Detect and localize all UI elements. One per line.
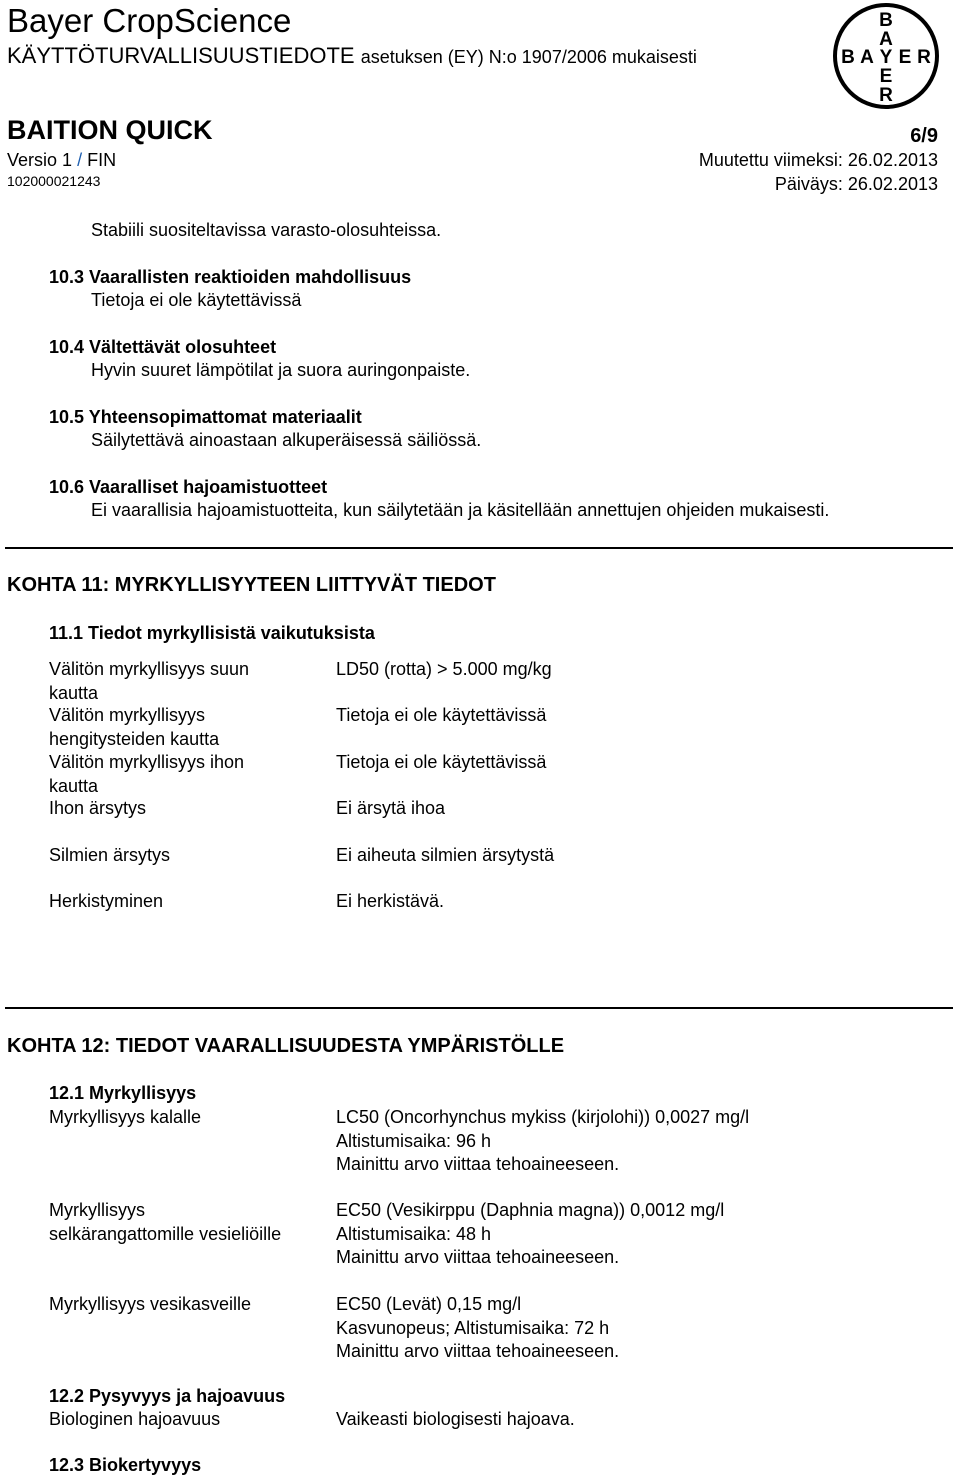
logo-letter-middle2: Y: [879, 47, 893, 68]
logo-letter-right: R: [917, 47, 931, 68]
tox-row-value: Ei herkistävä.: [336, 891, 445, 911]
section-10-4-title: 10.4 Vältettävät olosuhteet: [49, 337, 277, 357]
logo-letter-e: E: [879, 66, 893, 87]
section-10-6-text: Ei vaarallisia hajoamistuotteita, kun säilytetään ja käsitellään annettujen ohjeiden mukaisesti.: [91, 500, 830, 520]
logo-letter-bottom: R: [879, 85, 893, 106]
section-10-5-title: 10.5 Yhteensopimattomat materiaalit: [49, 407, 362, 427]
tox-row-label: Välitön myrkyllisyys hengitysteiden kautta: [49, 705, 220, 749]
section-11-heading: KOHTA 11: MYRKYLLISYYTEEN LIITTYVÄT TIEDOT: [7, 574, 496, 596]
document-number: 102000021243: [7, 173, 101, 189]
tox-row-value: Ei aiheuta silmien ärsytystä: [336, 845, 555, 865]
section-10-3-title: 10.3 Vaarallisten reaktioiden mahdollisuus: [49, 267, 412, 287]
eco-row-label: Myrkyllisyys kalalle: [49, 1107, 202, 1127]
biodegradability-value: Vaikeasti biologisesti hajoava.: [336, 1409, 575, 1429]
document-type-label: KÄYTTÖTURVALLISUUSTIEDOTE: [7, 43, 355, 68]
version-separator: /: [77, 150, 83, 170]
eco-row-label: Myrkyllisyys vesikasveille: [49, 1294, 252, 1314]
logo-letter-middle1: A: [879, 29, 893, 50]
version-info: [7, 150, 116, 171]
section-11-1-title: 11.1 Tiedot myrkyllisistä vaikutuksista: [49, 623, 375, 643]
eco-row-value: LC50 (Oncorhynchus mykiss (kirjolohi)) 0,0027 mg/l Altistumisaika: 96 h Mainittu arvo viittaa tehoaineeseen.: [336, 1107, 750, 1174]
modified-date: Muutettu viimeksi: 26.02.2013: [698, 150, 938, 170]
logo-letter-a: A: [860, 47, 874, 68]
section-12-3-title: 12.3 Biokertyvyys: [49, 1455, 202, 1475]
section-10-6-title: 10.6 Vaaralliset hajoamistuotteet: [49, 477, 328, 497]
regulation-text: asetuksen (EY) N:o 1907/2006 mukaisesti: [360, 47, 697, 67]
section-12-1-title: 12.1 Myrkyllisyys: [49, 1083, 197, 1103]
document-type: [7, 43, 697, 69]
tox-row-value: Tietoja ei ole käytettävissä: [336, 705, 547, 725]
section-divider: [5, 547, 953, 549]
version-number: Versio 1: [7, 150, 73, 170]
biodegradability-label: Biologinen hajoavuus: [49, 1409, 221, 1429]
section-10-3-text: Tietoja ei ole käytettävissä: [91, 290, 302, 310]
eco-row-value: EC50 (Levät) 0,15 mg/l Kasvunopeus; Altistumisaika: 72 h Mainittu arvo viittaa tehoaineeseen.: [336, 1294, 620, 1361]
section-12-2-title: 12.2 Pysyvyys ja hajoavuus: [49, 1386, 286, 1406]
tox-row-value: Tietoja ei ole käytettävissä: [336, 752, 547, 772]
logo-letter-left: B: [841, 47, 855, 68]
company-name: Bayer CropScience: [7, 2, 292, 39]
logo-letter-top: B: [879, 10, 893, 31]
tox-row-label: Välitön myrkyllisyys ihon kautta: [49, 752, 245, 796]
eco-row-value: EC50 (Vesikirppu (Daphnia magna)) 0,0012 mg/l Altistumisaika: 48 h Mainittu arvo viittaa tehoaineeseen.: [336, 1200, 725, 1267]
stability-text: Stabiili suositeltavissa varasto-olosuhteissa.: [91, 220, 442, 240]
eco-row-label: Myrkyllisyys selkärangattomille vesieliöille: [49, 1200, 282, 1244]
page-number: 6/9: [910, 125, 938, 147]
version-language: FIN: [87, 150, 117, 170]
bayer-cross-logo: [832, 2, 940, 110]
tox-row-value: Ei ärsytä ihoa: [336, 798, 446, 818]
tox-row-label: Ihon ärsytys: [49, 798, 147, 818]
tox-row-label: Välitön myrkyllisyys suun kautta: [49, 659, 250, 703]
logo-letter-center: E: [898, 47, 912, 68]
section-10-4-text: Hyvin suuret lämpötilat ja suora auringonpaiste.: [91, 360, 471, 380]
issue-date: Päiväys: 26.02.2013: [774, 174, 938, 194]
section-divider: [5, 1007, 953, 1009]
tox-row-value: LD50 (rotta) > 5.000 mg/kg: [336, 659, 552, 679]
section-10-5-text: Säilytettävä ainoastaan alkuperäisessä säiliössä.: [91, 430, 482, 450]
section-12-heading: KOHTA 12: TIEDOT VAARALLISUUDESTA YMPÄRISTÖLLE: [7, 1035, 565, 1057]
tox-row-label: Herkistyminen: [49, 891, 164, 911]
tox-row-label: Silmien ärsytys: [49, 845, 171, 865]
product-name: BAITION QUICK: [7, 115, 213, 145]
